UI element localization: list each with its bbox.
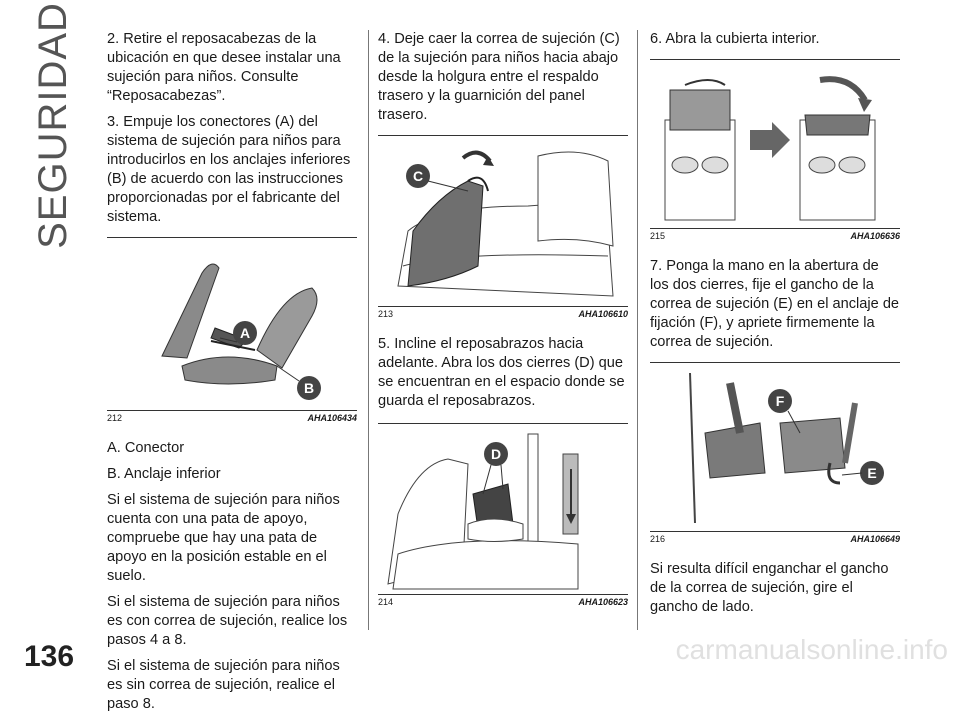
seat-anchor-illustration bbox=[107, 238, 357, 410]
label-a: A bbox=[239, 325, 251, 341]
column-3 bbox=[650, 30, 900, 624]
column-divider bbox=[368, 30, 369, 630]
label-b: B bbox=[303, 380, 315, 396]
paragraph: 6. Abra la cubierta interior. bbox=[650, 31, 820, 47]
label-e: E bbox=[867, 465, 877, 481]
figure-code: AHA106649 bbox=[850, 534, 900, 544]
figure-caption bbox=[107, 410, 357, 423]
figure-caption bbox=[650, 228, 900, 241]
figure-number: 212 bbox=[107, 413, 123, 423]
paragraph: B. Anclaje inferior bbox=[107, 466, 221, 482]
figure-213 bbox=[378, 135, 628, 319]
paragraph: Si resulta difícil enganchar el gancho de la correa de sujeción, gire el gancho de lado. bbox=[650, 561, 889, 615]
label-f: F bbox=[775, 393, 785, 409]
paragraph: 2. Retire el reposacabezas de la ubicación en que desee instalar una sujeción para niños. Consulte “Reposacabezas”. bbox=[107, 31, 341, 104]
armrest-latches-illustration bbox=[378, 424, 628, 594]
page-number: 136 bbox=[24, 640, 75, 673]
section-title-text: SEGURIDAD bbox=[30, 1, 75, 249]
paragraph: Si el sistema de sujeción para niños es con correa de sujeción, realice los pasos 4 a 8. bbox=[107, 594, 348, 648]
figure-number: 215 bbox=[650, 231, 666, 241]
paragraph: Si el sistema de sujeción para niños es sin correa de sujeción, realice el paso 8. bbox=[107, 658, 340, 712]
paragraph: 7. Ponga la mano en la abertura de los dos cierres, fije el gancho de la correa de sujeción (E) en el anclaje de fijación (F), y apriete firmemente la correa de sujeción. bbox=[650, 258, 900, 350]
label-d: D bbox=[490, 446, 502, 462]
watermark: carmanualsonline.info bbox=[675, 634, 948, 665]
figure-code: AHA106623 bbox=[578, 597, 628, 607]
figure-caption bbox=[378, 594, 628, 607]
paragraph: 5. Incline el reposabrazos hacia adelante. Abra los dos cierres (D) que se encuentran en el espacio donde se guarda el reposabrazos. bbox=[378, 336, 625, 409]
column-1 bbox=[107, 30, 357, 721]
paragraph: 4. Deje caer la correa de sujeción (C) de la sujeción para niños hacia abajo desde la holgura entre el respaldo trasero y la guarnición del panel trasero. bbox=[378, 31, 620, 123]
figure-215 bbox=[650, 59, 900, 241]
figure-code: AHA106610 bbox=[578, 309, 628, 319]
column-2 bbox=[378, 30, 628, 607]
figure-216 bbox=[650, 362, 900, 544]
figure-214 bbox=[378, 423, 628, 607]
inner-cover-illustration bbox=[650, 60, 900, 228]
label-c: C bbox=[412, 168, 424, 184]
figure-code: AHA106434 bbox=[307, 413, 357, 423]
figure-number: 216 bbox=[650, 534, 666, 544]
paragraph: 3. Empuje los conectores (A) del sistema de sujeción para niños para introducirlos en los anclajes inferiores (B) de acuerdo con las instrucciones proporcionadas por el fabricante del sistema. bbox=[107, 114, 351, 225]
paragraph: Si el sistema de sujeción para niños cuenta con una pata de apoyo, compruebe que hay una pata de apoyo en la posición estable en el suelo. bbox=[107, 492, 340, 584]
anchor-hook-illustration bbox=[650, 363, 900, 531]
figure-caption bbox=[378, 306, 628, 319]
figure-code: AHA106636 bbox=[850, 231, 900, 241]
figure-number: 214 bbox=[378, 597, 394, 607]
tether-strap-illustration bbox=[378, 136, 628, 306]
column-divider bbox=[637, 30, 638, 630]
figure-number: 213 bbox=[378, 309, 394, 319]
section-title bbox=[28, 1, 78, 249]
figure-caption bbox=[650, 531, 900, 544]
figure-212 bbox=[107, 237, 357, 423]
paragraph: A. Conector bbox=[107, 440, 185, 456]
